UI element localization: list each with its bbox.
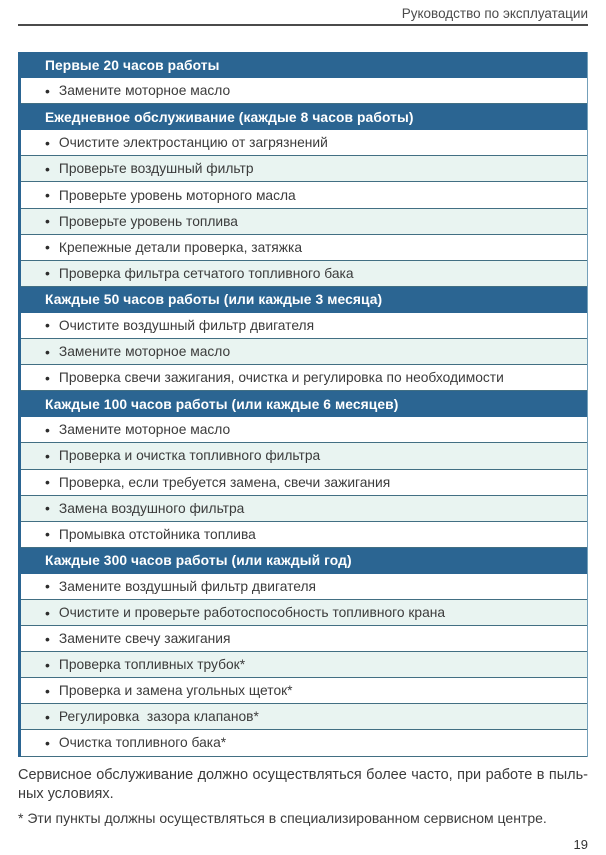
task-label: Очистите воздушный фильтр двигателя [58,317,315,333]
task-row [21,522,587,548]
bullet-icon: • [45,526,50,543]
section-header: Каждые 300 часов работы (или каждый год) [21,548,587,574]
service-note-line2: ных условиях. [18,786,114,803]
task-row [21,182,587,208]
bullet-icon: • [45,708,50,725]
bullet-icon: • [45,447,50,464]
task-row [21,730,587,756]
bullet-icon: • [45,500,50,517]
section-header: Ежедневное обслуживание (каждые 8 часов работы) [21,104,587,130]
task-row [21,313,587,339]
task-row [21,78,587,104]
task-row [21,235,587,261]
task-row [21,470,587,496]
task-row [21,156,587,182]
bullet-icon: • [45,630,50,647]
section-header: Первые 20 часов работы [21,52,587,78]
bullet-icon: • [45,213,50,230]
task-label: Проверка и замена угольных щеток* [58,683,293,699]
bullet-icon: • [45,265,50,282]
task-row [21,261,587,287]
task-label: Проверка свечи зажигания, очистка и регулировка по необходимости [58,370,504,386]
bullet-icon: • [45,369,50,386]
task-row [21,652,587,678]
bullet-icon: • [45,578,50,595]
task-row [21,365,587,391]
task-row [21,600,587,626]
task-label: Регулировка зазора клапанов* [58,709,259,725]
task-label: Замените моторное масло [58,422,231,438]
bullet-icon: • [45,734,50,751]
task-label: Замените воздушный фильтр двигателя [58,578,317,594]
task-label: Проверьте воздушный фильтр [58,161,254,177]
service-note [18,766,588,805]
task-label: Проверка и очистка топливного фильтра [58,448,321,464]
task-label: Замените моторное масло [58,344,231,360]
task-label: Очистка топливного бака* [58,735,227,751]
task-label: Проверка, если требуется замена, свечи зажигания [58,474,391,490]
task-label: Замена воздушного фильтра [58,500,245,516]
task-label: Проверка фильтра сетчатого топливного бака [58,265,354,281]
task-label: Очистите и проверьте работоспособность топливного крана [58,605,446,621]
service-note-line1: Сервисное обслуживание должно осуществляться более часто, при работе в пыль- [18,766,588,783]
footnote: * Эти пункты должны осуществляться в специализированном сервисном центре. [18,809,547,826]
maintenance-table [18,52,588,757]
bullet-icon: • [45,317,50,334]
bullet-icon: • [45,343,50,360]
task-row [21,130,587,156]
task-label: Проверьте уровень топлива [58,213,238,229]
running-header: Руководство по эксплуатации [18,0,588,26]
task-label: Замените свечу зажигания [58,631,231,647]
task-row [21,496,587,522]
task-label: Крепежные детали проверка, затяжка [58,239,302,255]
bullet-icon: • [45,474,50,491]
task-label: Замените моторное масло [58,83,231,99]
task-row [21,417,587,443]
task-label: Проверьте уровень моторного масла [58,187,296,203]
page-number: 19 [573,836,588,852]
task-row [21,704,587,730]
task-row [21,678,587,704]
section-header: Каждые 100 часов работы (или каждые 6 месяцев) [21,391,587,417]
bullet-icon: • [45,604,50,621]
task-row [21,339,587,365]
bullet-icon: • [45,656,50,673]
task-label: Очистите электростанцию от загрязнений [58,135,328,151]
task-row [21,209,587,235]
bullet-icon: • [45,160,50,177]
section-header: Каждые 50 часов работы (или каждые 3 месяца) [21,287,587,313]
bullet-icon: • [45,134,50,151]
bullet-icon: • [45,239,50,256]
bullet-icon: • [45,682,50,699]
bullet-icon: • [45,82,50,99]
bullet-icon: • [45,187,50,204]
task-row [21,626,587,652]
task-row [21,443,587,469]
task-label: Промывка отстойника топлива [58,526,256,542]
task-label: Проверка топливных трубок* [58,657,246,673]
bullet-icon: • [45,421,50,438]
task-row [21,574,587,600]
